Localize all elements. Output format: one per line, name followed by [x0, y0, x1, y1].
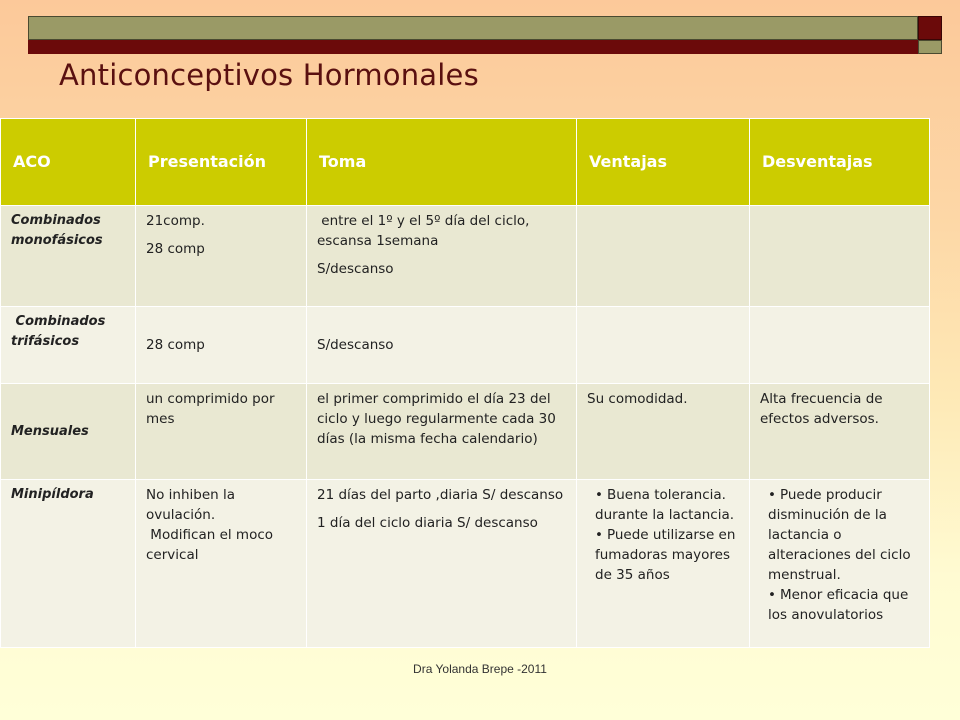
bullet-icon: • [595, 527, 603, 543]
cell-toma [307, 480, 577, 648]
corner-square-olive [918, 40, 942, 54]
cell-text: entre el 1º y el 5º día del ciclo, escansa 1semana [317, 213, 534, 249]
cell-toma: el primer comprimido el día 23 del ciclo y luego regularmente cada 30 días (la misma fecha calendario) [307, 384, 577, 480]
ventajas-list [587, 485, 739, 585]
cell-presentacion [136, 206, 307, 307]
top-bar-red [28, 40, 918, 54]
cell-aco: Mensuales [1, 384, 136, 480]
table-row [1, 384, 930, 480]
cell-ventajas [577, 480, 750, 648]
cell-desventajas [750, 206, 930, 307]
bullet-icon: • [768, 487, 776, 503]
cell-presentacion [136, 480, 307, 648]
cell-aco: Minipíldora [1, 480, 136, 648]
table-row [1, 307, 930, 384]
cell-text: 1 día del ciclo diaria S/ descanso [317, 515, 538, 531]
contraceptives-table [0, 118, 930, 648]
cell-text: 28 comp [146, 241, 205, 257]
corner-square-red [918, 16, 942, 40]
header-toma: Toma [307, 119, 577, 206]
list-item: • Puede producir disminución de la lactancia o alteraciones del ciclo menstrual. [768, 487, 911, 583]
table-row [1, 480, 930, 648]
cell-toma: S/descanso [307, 307, 577, 384]
cell-desventajas [750, 480, 930, 648]
cell-desventajas: Alta frecuencia de efectos adversos. [750, 384, 930, 480]
header-ventajas: Ventajas [577, 119, 750, 206]
header-aco: ACO [1, 119, 136, 206]
bullet-icon: • [595, 487, 603, 503]
footer-credit: Dra Yolanda Brepe -2011 [413, 662, 547, 676]
cell-aco: Combinados monofásicos [1, 206, 136, 307]
list-item: • Buena tolerancia. durante la lactancia. [595, 487, 735, 523]
header-presentacion: Presentación [136, 119, 307, 206]
cell-text: 21comp. [146, 213, 205, 229]
table-row [1, 206, 930, 307]
cell-desventajas [750, 307, 930, 384]
header-desventajas: Desventajas [750, 119, 930, 206]
cell-text: S/descanso [317, 261, 394, 277]
list-item: • Menor eficacia que los anovulatorios [768, 587, 909, 623]
bullet-icon: • [768, 587, 776, 603]
cell-text: Modifican el moco cervical [146, 527, 278, 563]
slide-title: Anticonceptivos Hormonales [59, 58, 479, 92]
desventajas-list [760, 485, 919, 625]
cell-ventajas: Su comodidad. [577, 384, 750, 480]
table-header-row [1, 119, 930, 206]
cell-aco: Combinados trifásicos [1, 307, 136, 384]
cell-ventajas [577, 307, 750, 384]
cell-ventajas [577, 206, 750, 307]
list-item: • Puede utilizarse en fumadoras mayores de 35 años [595, 527, 736, 583]
cell-presentacion: un comprimido por mes [136, 384, 307, 480]
cell-text: No inhiben la ovulación. [146, 487, 236, 523]
cell-text: 21 días del parto ,diaria S/ descanso [317, 487, 564, 503]
top-bar-olive [28, 16, 918, 40]
cell-presentacion: 28 comp [136, 307, 307, 384]
cell-toma [307, 206, 577, 307]
